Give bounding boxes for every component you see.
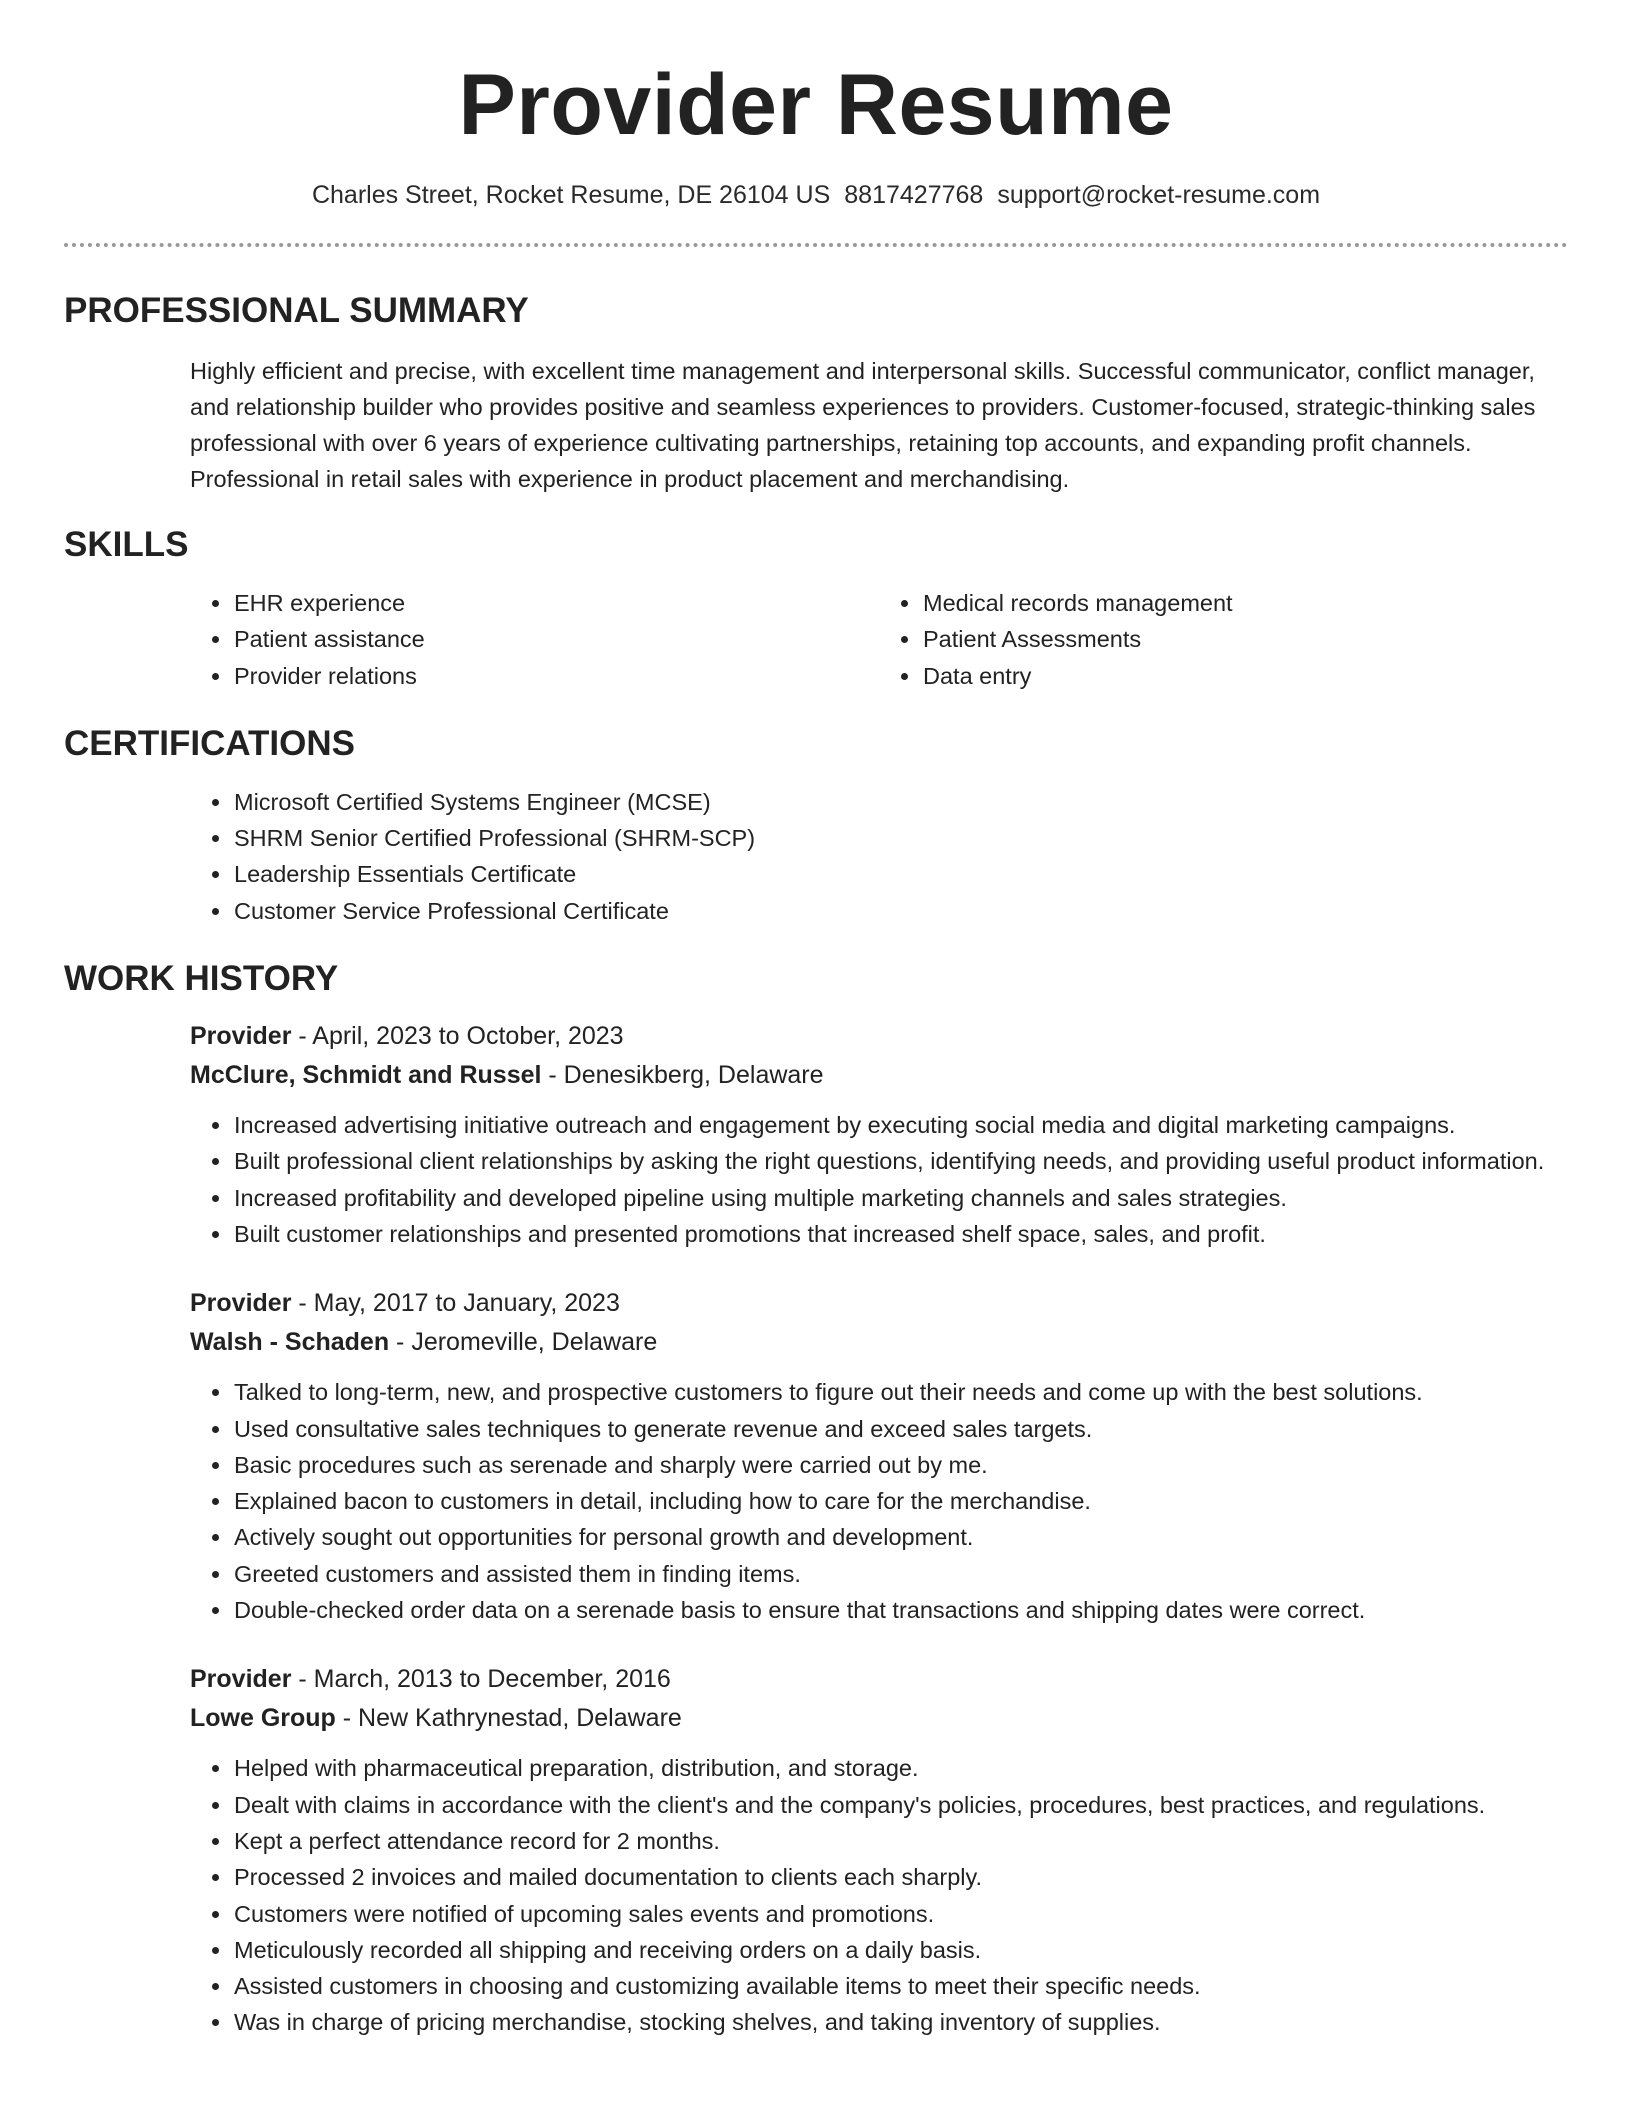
- job-company-line: [190, 1058, 1568, 1092]
- work-section: [64, 957, 1568, 2041]
- list-item: • Provider relations: [233, 658, 879, 694]
- list-item: • Customer Service Professional Certificate: [233, 893, 1568, 929]
- certifications-list: [190, 784, 1568, 929]
- list-item: • Customers were notified of upcoming sales events and promotions.: [233, 1896, 1568, 1932]
- list-item: • Patient assistance: [233, 621, 879, 657]
- contact-phone: 8817427768: [844, 181, 984, 209]
- job-company: Lowe Group: [190, 1704, 336, 1733]
- list-item: • Explained bacon to customers in detail, including how to care for the merchandise.: [233, 1483, 1568, 1519]
- list-item: • Microsoft Certified Systems Engineer (MCSE): [233, 784, 1568, 820]
- list-item: • Was in charge of pricing merchandise, stocking shelves, and taking inventory of supplies.: [233, 2004, 1568, 2040]
- contact-email: support@rocket-resume.com: [997, 181, 1321, 209]
- list-item: • Talked to long-term, new, and prospective customers to figure out their needs and come up with the best solutions.: [233, 1374, 1568, 1410]
- list-item: • Medical records management: [922, 585, 1568, 621]
- job-company-line: [190, 1325, 1568, 1359]
- summary-heading: PROFESSIONAL SUMMARY: [64, 291, 529, 330]
- list-item: • Kept a perfect attendance record for 2 months.: [233, 1823, 1568, 1859]
- job-dates: - May, 2017 to January, 2023: [291, 1289, 620, 1318]
- job-bullets: [190, 1374, 1568, 1628]
- skills-section: [64, 523, 1568, 694]
- certifications-heading: CERTIFICATIONS: [64, 723, 356, 763]
- job-company: Walsh - Schaden: [190, 1328, 390, 1357]
- summary-section: [64, 289, 1568, 497]
- job-title-line: [190, 1662, 1568, 1696]
- list-item: • Built professional client relationships by asking the right questions, identifying needs, and providing useful product information.: [233, 1143, 1568, 1179]
- list-item: • Patient Assessments: [922, 621, 1568, 657]
- header-divider: [64, 243, 1568, 247]
- list-item: • Data entry: [922, 658, 1568, 694]
- job-bullets: [190, 1107, 1568, 1252]
- skills-heading: SKILLS: [64, 525, 189, 564]
- resume-header: [64, 0, 1568, 212]
- job-role: Provider: [190, 1022, 292, 1051]
- list-item: • Used consultative sales techniques to generate revenue and exceed sales targets.: [233, 1411, 1568, 1447]
- certifications-section: [64, 722, 1568, 929]
- job-entry: [190, 1286, 1568, 1628]
- job-location: - Jeromeville, Delaware: [389, 1328, 658, 1357]
- list-item: • EHR experience: [233, 585, 879, 621]
- job-company-line: [190, 1701, 1568, 1735]
- list-item: • Double-checked order data on a serenade basis to ensure that transactions and shipping dates were correct.: [233, 1592, 1568, 1628]
- list-item: • SHRM Senior Certified Professional (SHRM-SCP): [233, 820, 1568, 856]
- skills-list-left: [190, 585, 879, 694]
- job-role: Provider: [190, 1665, 292, 1694]
- list-item: • Increased profitability and developed pipeline using multiple marketing channels and sales strategies.: [233, 1180, 1568, 1216]
- list-item: • Increased advertising initiative outreach and engagement by executing social media and digital marketing campaigns.: [233, 1107, 1568, 1143]
- list-item: • Assisted customers in choosing and customizing available items to meet their specific needs.: [233, 1968, 1568, 2004]
- summary-text: Highly efficient and precise, with excellent time management and interpersonal skills. Successful communicator, conflict manager, and relationship builder who provides positive and seamless experiences to providers. Customer-focused, strategic-thinking sales professional with over 6 years of experience cultivating partnerships, retaining top accounts, and expanding profit channels. Professional in retail sales with experience in product placement and merchandising.: [190, 358, 1536, 492]
- resume-title: Provider Resume: [458, 57, 1174, 153]
- list-item: • Greeted customers and assisted them in finding items.: [233, 1556, 1568, 1592]
- list-item: • Dealt with claims in accordance with the client's and the company's policies, procedures, best practices, and regulations.: [233, 1787, 1568, 1823]
- list-item: • Meticulously recorded all shipping and receiving orders on a daily basis.: [233, 1932, 1568, 1968]
- list-item: • Basic procedures such as serenade and sharply were carried out by me.: [233, 1447, 1568, 1483]
- work-heading: WORK HISTORY: [64, 959, 339, 999]
- job-entry: [190, 1019, 1568, 1252]
- list-item: • Processed 2 invoices and mailed documentation to clients each sharply.: [233, 1859, 1568, 1895]
- job-role: Provider: [190, 1289, 292, 1318]
- contact-line: [64, 178, 1568, 212]
- job-dates: - April, 2023 to October, 2023: [291, 1022, 624, 1051]
- job-title-line: [190, 1019, 1568, 1053]
- job-bullets: [190, 1750, 1568, 2040]
- job-location: - New Kathrynestad, Delaware: [335, 1704, 682, 1733]
- job-dates: - March, 2013 to December, 2016: [291, 1665, 671, 1694]
- job-location: - Denesikberg, Delaware: [541, 1061, 824, 1090]
- list-item: • Helped with pharmaceutical preparation, distribution, and storage.: [233, 1750, 1568, 1786]
- contact-address: Charles Street, Rocket Resume, DE 26104 US: [311, 181, 831, 209]
- job-entry: [190, 1662, 1568, 2040]
- list-item: • Leadership Essentials Certificate: [233, 856, 1568, 892]
- list-item: • Actively sought out opportunities for personal growth and development.: [233, 1519, 1568, 1555]
- job-company: McClure, Schmidt and Russel: [190, 1061, 542, 1090]
- job-title-line: [190, 1286, 1568, 1320]
- list-item: • Built customer relationships and presented promotions that increased shelf space, sales, and profit.: [233, 1216, 1568, 1252]
- skills-list-right: [879, 585, 1568, 694]
